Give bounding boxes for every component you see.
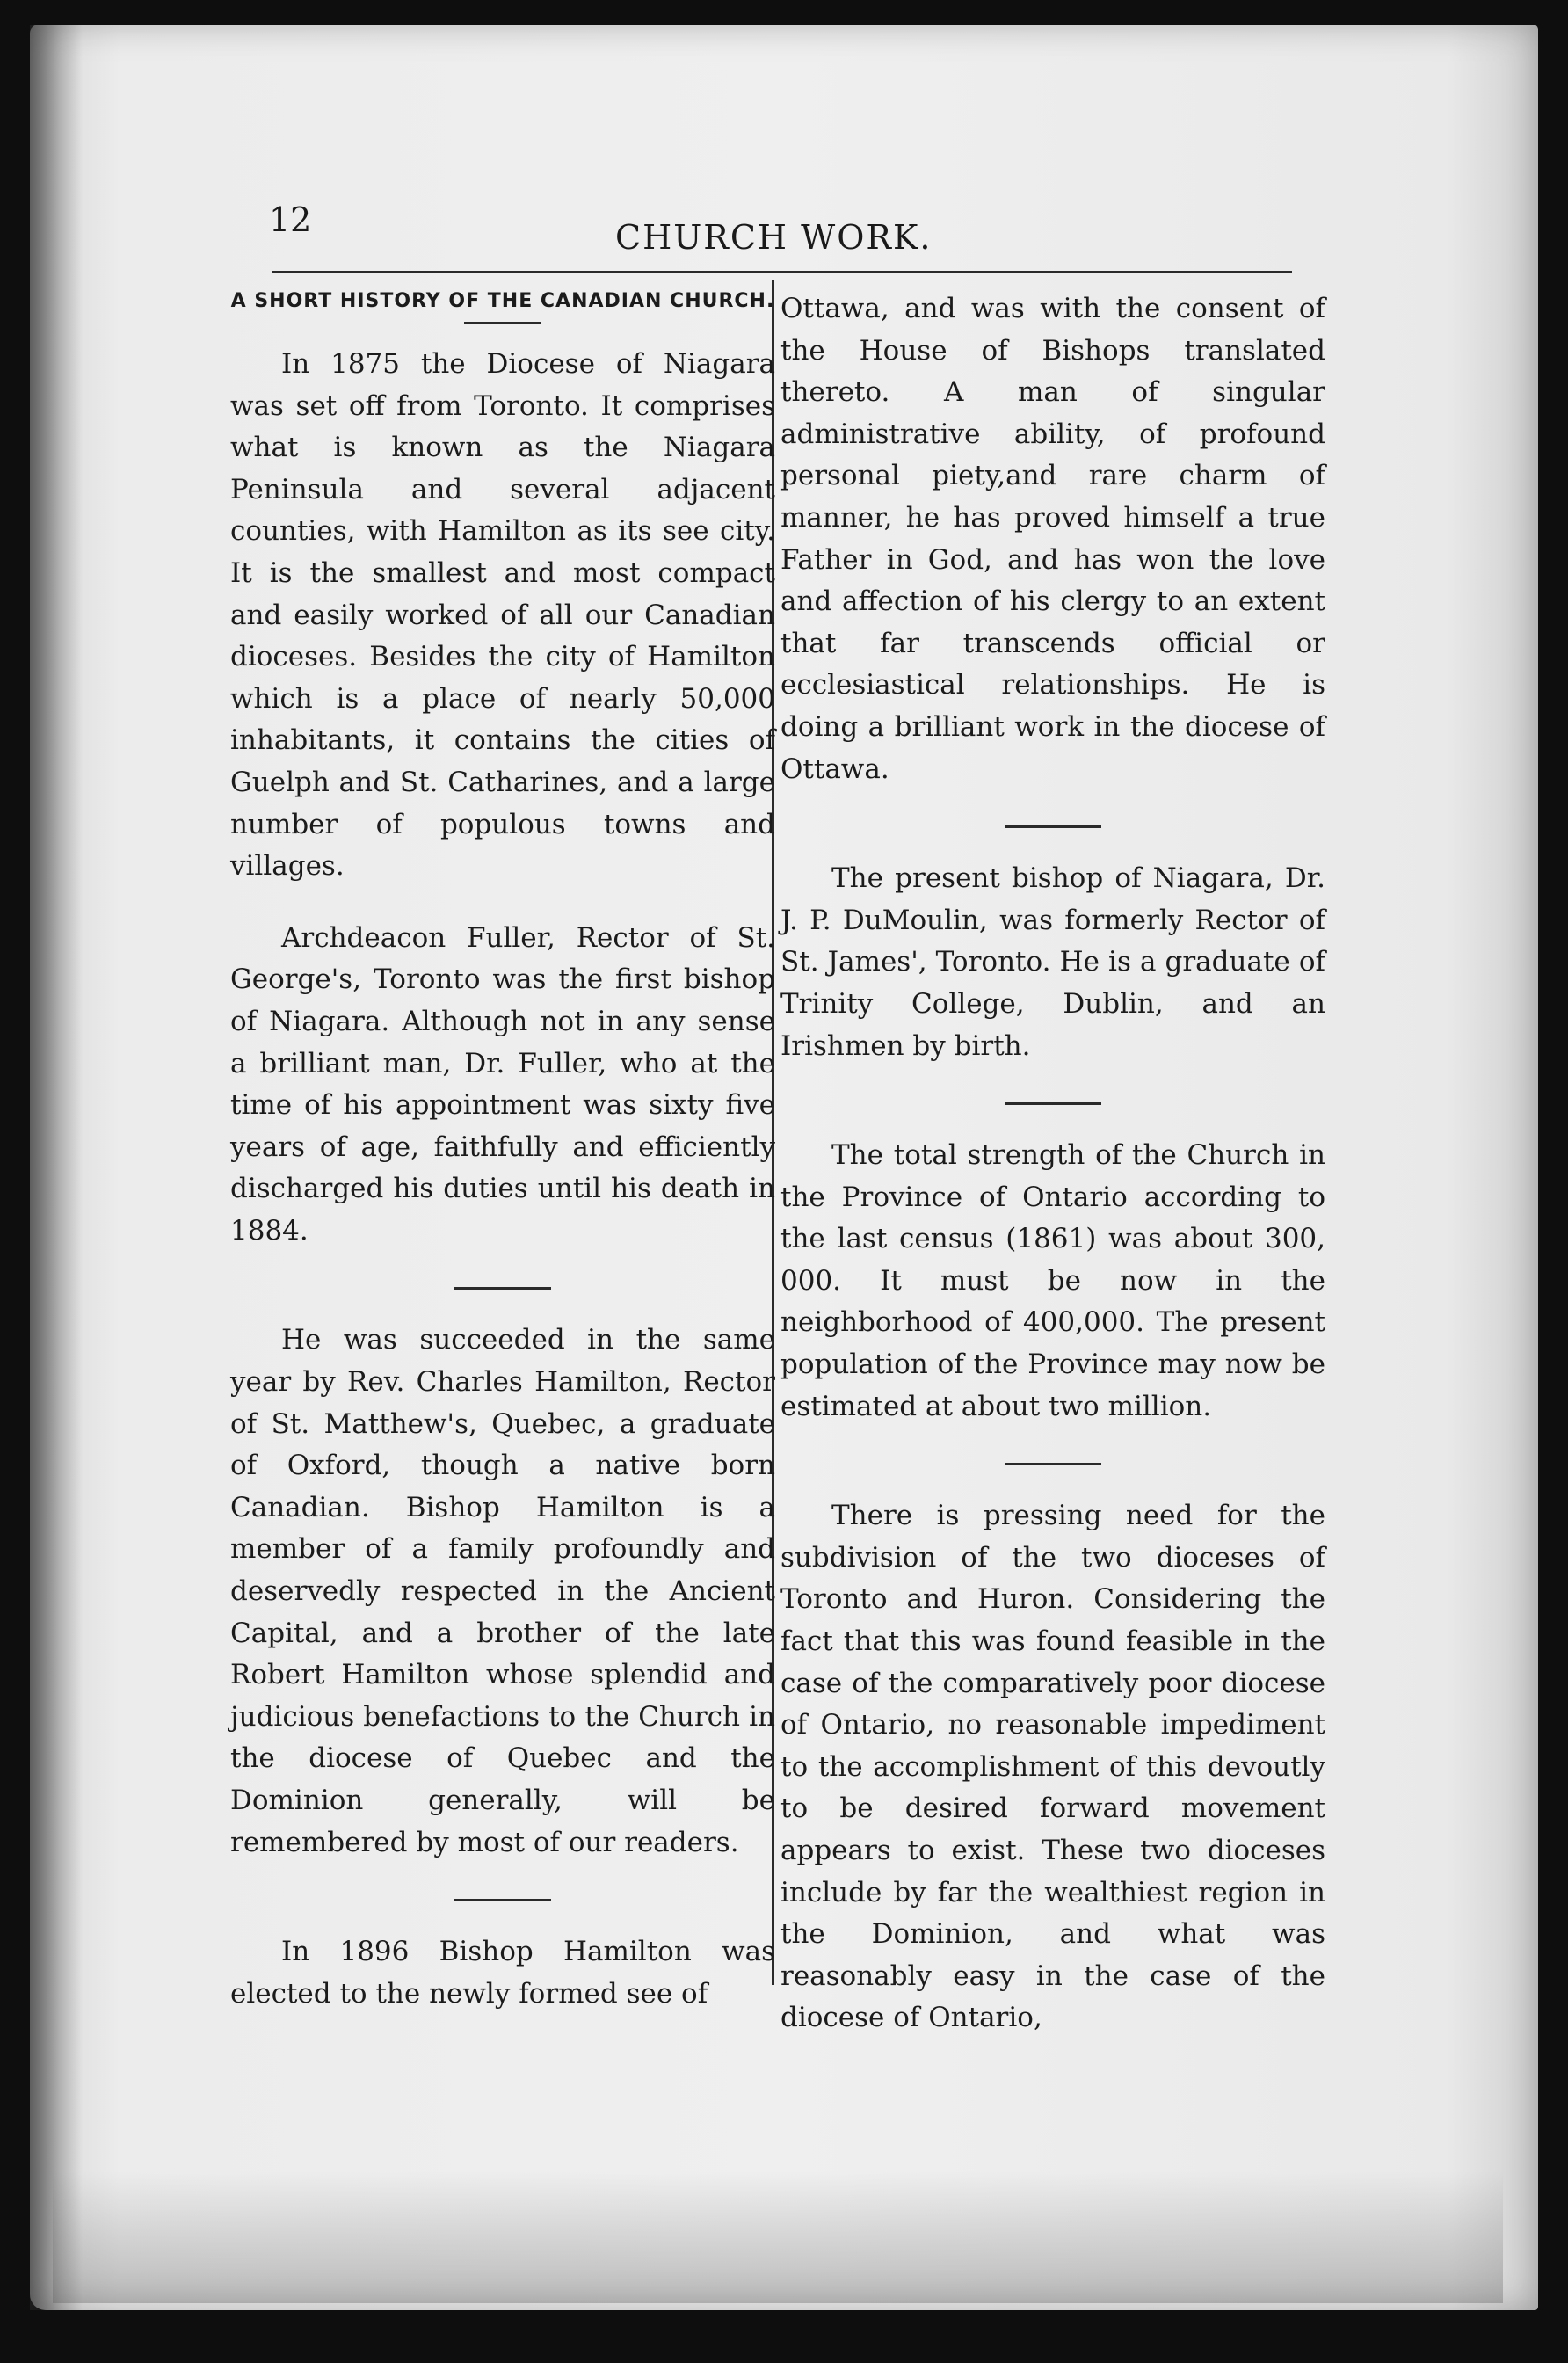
title-separator bbox=[464, 322, 541, 324]
paragraph: The total strength of the Church in the Province of Ontario according to the last census (1861) was about 300, 000. It must be now in the neighborhood of 400,000. The present population of the Province may now be estimated at about two million. bbox=[780, 1139, 1325, 1422]
left-column bbox=[230, 288, 775, 2015]
paragraph-continued: Ottawa, and was with the consent of the House of Bishops translated thereto. A man of singular administrative ability, of profound personal piety,and rare charm of manner, he has proved himself a true Father in God, and has won the love and affection of his clergy to an extent that far transcends official or ecclesiastical relationships. He is doing a brilliant work in the diocese of Ottawa. bbox=[780, 293, 1325, 785]
page-number: 12 bbox=[269, 200, 312, 239]
paragraph: In 1875 the Diocese of Niagara was set off from Toronto. It comprises what is known as the Niagara Peninsula and several adjacent counties, with Hamilton as its see city. It is the smallest and most compact and easily worked of all our Canadian dioceses. Besides the city of Hamilton which is a place of nearly 50,000 inhabitants, it contains the cities of Guelph and St. Catharines, and a large number of populous towns and villages. bbox=[230, 348, 775, 883]
section-separator bbox=[454, 1899, 551, 1901]
section-separator bbox=[1005, 825, 1101, 828]
article-title: A SHORT HISTORY OF THE CANADIAN CHURCH. bbox=[230, 290, 775, 312]
section-separator bbox=[454, 1287, 551, 1290]
section-separator bbox=[1005, 1463, 1101, 1465]
running-title: CHURCH WORK. bbox=[615, 218, 933, 257]
section-separator bbox=[1005, 1102, 1101, 1105]
paragraph: Archdeacon Fuller, Rector of St. George's, Toronto was the first bishop of Niagara. Although not in any sense a brilliant man, Dr. Fuller, who at the time of his appointment was sixty five years of age, faithfully and efficiently discharged his duties until his death in 1884. bbox=[230, 921, 775, 1247]
paragraph: There is pressing need for the subdivision of the two dioceses of Toronto and Huron. Considering the fact that this was found feasible in the case of the comparatively poor diocese of Ontario, no reasonable impediment to the accomplishment of this devoutly to be desired forward movement appears to exist. These two dioceses include by far the wealthiest region in the Dominion, and what was reasonably easy in the case of the diocese of Ontario, bbox=[780, 1500, 1325, 2034]
header-rule bbox=[272, 271, 1292, 273]
paragraph: He was succeeded in the same year by Rev. Charles Hamilton, Rector of St. Matthew's, Quebec, a graduate of Oxford, though a native born Canadian. Bishop Hamilton is a member of a family profoundly and deservedly respected in the Ancient Capital, and a brother of the late Robert Hamilton whose splendid and judicious benefactions to the Church in the diocese of Quebec and the Dominion generally, will be remembered by most of our readers. bbox=[230, 1324, 775, 1858]
right-column bbox=[780, 288, 1325, 2039]
paragraph: The present bishop of Niagara, Dr. J. P. DuMoulin, was formerly Rector of St. James', Toronto. He is a graduate of Trinity College, Dublin, and an Irishmen by birth. bbox=[780, 862, 1325, 1062]
paragraph: In 1896 Bishop Hamilton was elected to the newly formed see of bbox=[230, 1936, 775, 2010]
